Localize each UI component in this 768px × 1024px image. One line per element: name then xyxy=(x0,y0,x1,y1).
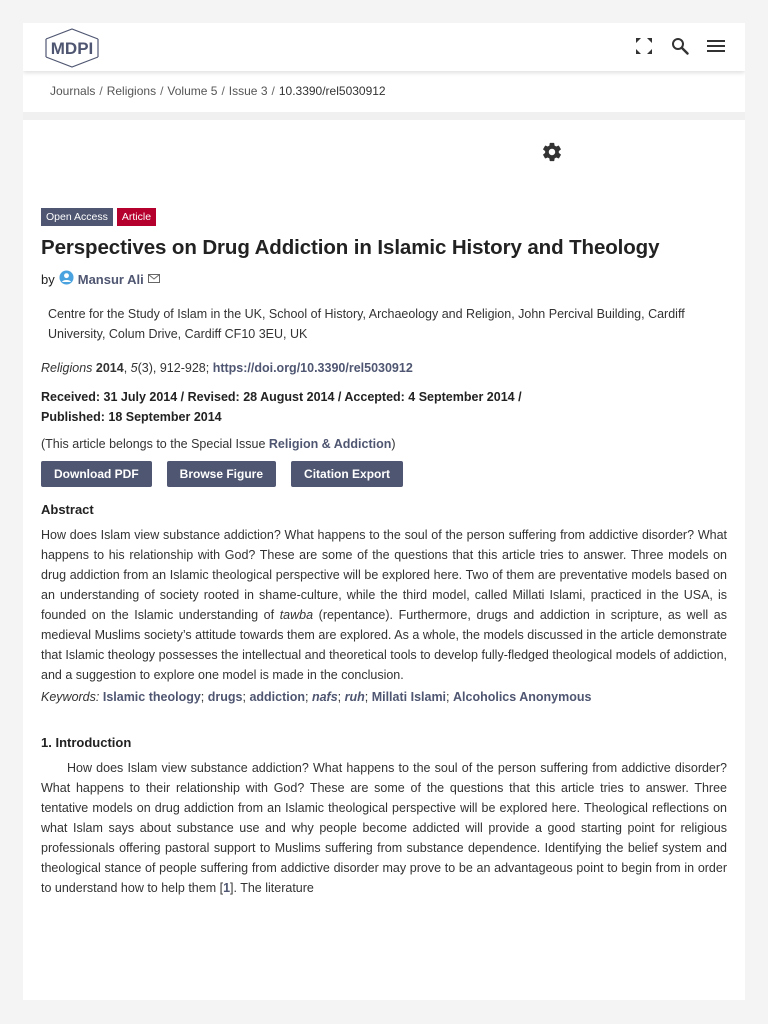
breadcrumb-separator: / xyxy=(221,84,225,98)
author-name[interactable]: Mansur Ali xyxy=(77,271,144,287)
breadcrumb-issue[interactable]: Issue 3 xyxy=(228,84,268,98)
citation-doi-link[interactable]: https://doi.org/10.3390/rel5030912 xyxy=(212,361,413,375)
citation-issue-pages: (3), 912-928; xyxy=(137,361,210,375)
special-issue-prefix: (This article belongs to the Special Issue xyxy=(41,437,269,451)
special-issue-suffix: ) xyxy=(391,437,396,451)
browse-figure-button[interactable]: Browse Figure xyxy=(167,461,276,487)
citation-export-button[interactable]: Citation Export xyxy=(291,461,403,487)
publication-dates xyxy=(41,387,727,427)
keyword-link[interactable]: nafs xyxy=(311,690,338,704)
citation-volume: 5 xyxy=(130,361,138,375)
article-badges xyxy=(41,208,727,226)
keyword-link[interactable]: Millati Islami xyxy=(371,690,447,704)
expand-icon[interactable] xyxy=(633,35,655,57)
top-navigation-bar xyxy=(23,23,745,71)
introduction-text xyxy=(41,758,727,898)
author-icon xyxy=(59,270,74,288)
citation-journal: Religions xyxy=(41,361,93,375)
citation-year: 2014 xyxy=(95,361,124,375)
page-card xyxy=(23,23,745,1000)
open-access-badge: Open Access xyxy=(41,208,113,226)
breadcrumb-journals[interactable]: Journals xyxy=(50,84,96,98)
by-label: by xyxy=(41,271,55,287)
keyword-link[interactable]: Alcoholics Anonymous xyxy=(453,690,592,704)
special-issue-link[interactable]: Religion & Addiction xyxy=(268,437,392,451)
abstract-text xyxy=(41,525,727,685)
keyword-link[interactable]: ruh xyxy=(344,690,365,704)
menu-icon[interactable] xyxy=(705,35,727,57)
author-line xyxy=(41,270,727,288)
download-pdf-button[interactable]: Download PDF xyxy=(41,461,152,487)
keyword-link[interactable]: drugs xyxy=(207,690,243,704)
breadcrumb-doi: 10.3390/rel5030912 xyxy=(278,84,386,98)
citation-line: Religions 2014, 5(3), 912-928; https://doi.org/10.3390/rel5030912 xyxy=(41,361,413,375)
header-icons xyxy=(633,35,727,57)
mdpi-logo[interactable] xyxy=(40,27,104,69)
keywords-line: Keywords: Islamic theology; drugs; addiction; nafs; ruh; Millati Islami; Alcoholics Anonymous xyxy=(41,690,592,704)
section-divider xyxy=(23,112,745,120)
dates-line-1: Received: 31 July 2014 / Revised: 28 August 2014 / Accepted: 4 September 2014 / xyxy=(41,390,522,404)
reference-link[interactable]: 1 xyxy=(223,881,231,895)
action-buttons xyxy=(41,461,727,487)
article-title: Perspectives on Drug Addiction in Islamic History and Theology xyxy=(41,236,660,259)
abstract-part-2: (repentance). Furthermore, drugs and addiction in scripture, as well as medieval Muslims society’s attitude towards them are explored. As a whole, the models discussed in the article demonstrate that Islamic theology possesses the intellectual and theoretical tools to develop fully-fledged theological models of addiction, and a suggestion to explore one model is made in the conclusion. xyxy=(41,608,727,682)
gear-icon[interactable] xyxy=(541,141,563,163)
breadcrumb-separator: / xyxy=(271,84,275,98)
section-heading-introduction: 1. Introduction xyxy=(41,735,132,750)
article-type-badge: Article xyxy=(117,208,156,226)
keyword-link[interactable]: addiction xyxy=(249,690,305,704)
abstract-heading: Abstract xyxy=(41,502,94,517)
search-icon[interactable] xyxy=(669,35,691,57)
special-issue-note xyxy=(41,437,727,451)
email-icon[interactable] xyxy=(148,272,160,287)
breadcrumb xyxy=(23,71,745,112)
breadcrumb-religions[interactable]: Religions xyxy=(106,84,157,98)
breadcrumb-volume[interactable]: Volume 5 xyxy=(167,84,218,98)
author-affiliation: Centre for the Study of Islam in the UK, School of History, Archaeology and Religion, John Percival Building, Cardiff University, Colum Drive, Cardiff CF10 3EU, UK xyxy=(48,307,685,341)
dates-line-2: Published: 18 September 2014 xyxy=(41,410,222,424)
introduction-continuation: ]. The literature xyxy=(230,881,314,895)
breadcrumb-separator: / xyxy=(99,84,103,98)
abstract-italic-term: tawba xyxy=(279,608,314,622)
introduction-body: How does Islam view substance addiction? What happens to the soul of the person suffering from addictive disorder? What happens to their relationship with God? These are some of the questions that this article tries to answer. Three tentative models on drug addiction from an Islamic theological perspective will be explored here. Theological reflections on what Islam says about substance use and why people become addicted will provide a good starting point for religious professionals offering pastoral support to Muslims suffering from substance dependence. Identifying the belief system and theological stance of people suffering from addictive disorder may prove to be an advantageous point to begin from in order to understand how to help them [ xyxy=(41,761,727,895)
breadcrumb-separator: / xyxy=(160,84,164,98)
keywords-label: Keywords: xyxy=(41,690,100,704)
article-content xyxy=(41,208,727,898)
abstract-part-1: How does Islam view substance addiction? What happens to the soul of the person suffering from addictive disorder? What happens to his relationship with God? These are some of the questions that this article tries to answer. Three models on drug addiction from an Islamic theological perspective will be explored here. Two of them are preventative models based on an understanding of society rooted in shame-culture, while the third model, called Millati Islami, practiced in the USA, is founded on the Islamic understanding of xyxy=(41,528,727,622)
keyword-link[interactable]: Islamic theology xyxy=(102,690,201,704)
logo-text: MDPI xyxy=(50,39,94,58)
